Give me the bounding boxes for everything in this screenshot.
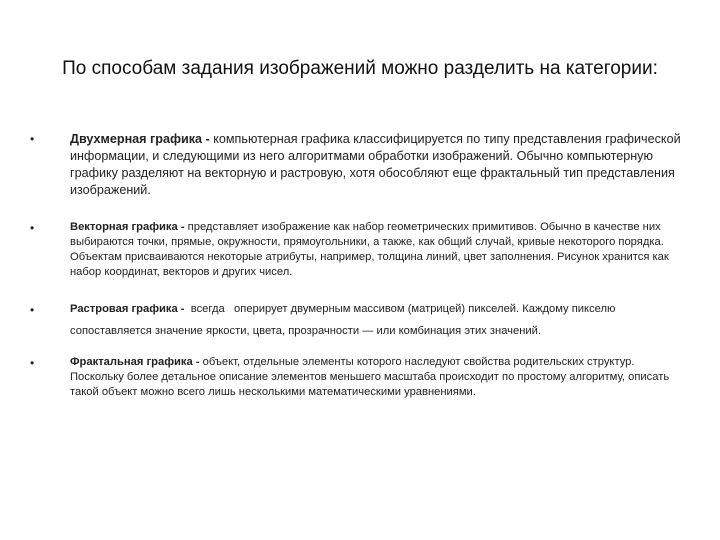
bullet-icon: • bbox=[30, 221, 35, 235]
item-term: Двухмерная графика - bbox=[70, 132, 210, 146]
item-text bbox=[70, 220, 690, 280]
item-text bbox=[70, 298, 690, 342]
item-description: представляет изображение как набор геометрических примитивов. Обычно в качестве них выбираются точки, прямые, окружности, прямоугольники, а также, как общий случай, кривые некоторого порядка. Объектам присваиваются некоторые атрибуты, например, толщина линий, цвет заполнения. Рисунок хранится как набор координат, векторов и других чисел. bbox=[70, 221, 669, 278]
item-term: Растровая графика - bbox=[70, 303, 185, 315]
bullet-icon: • bbox=[30, 303, 35, 317]
bullet-icon: • bbox=[30, 356, 35, 370]
item-description: всегда оперирует двумерным массивом (матрицей) пикселей. Каждому пикселю сопоставляется значение яркости, цвета, прозрачности — или комбинация этих значений. bbox=[70, 303, 619, 337]
item-term: Фрактальная графика - bbox=[70, 356, 200, 368]
bullet-icon: • bbox=[30, 132, 35, 146]
slide-title: По способам задания изображений можно разделить на категории: bbox=[62, 58, 658, 79]
item-description: компьютерная графика классифицируется по типу представления графической информации, и следующими из него алгоритмами обработки изображений. Обычно компьютерную графику разделяют на векторную и растровую, хотя обособляют еще фрактальный тип представления изображений. bbox=[70, 132, 681, 197]
item-text bbox=[70, 131, 690, 199]
item-description: объект, отдельные элементы которого наследуют свойства родительских структур. Поскольку более детальное описание элементов меньшего масштаба происходит по простому алгоритму, описать такой объект можно всего лишь несколькими математическими уравнениями. bbox=[70, 356, 670, 398]
item-term: Векторная графика - bbox=[70, 221, 185, 233]
item-text bbox=[70, 355, 690, 400]
